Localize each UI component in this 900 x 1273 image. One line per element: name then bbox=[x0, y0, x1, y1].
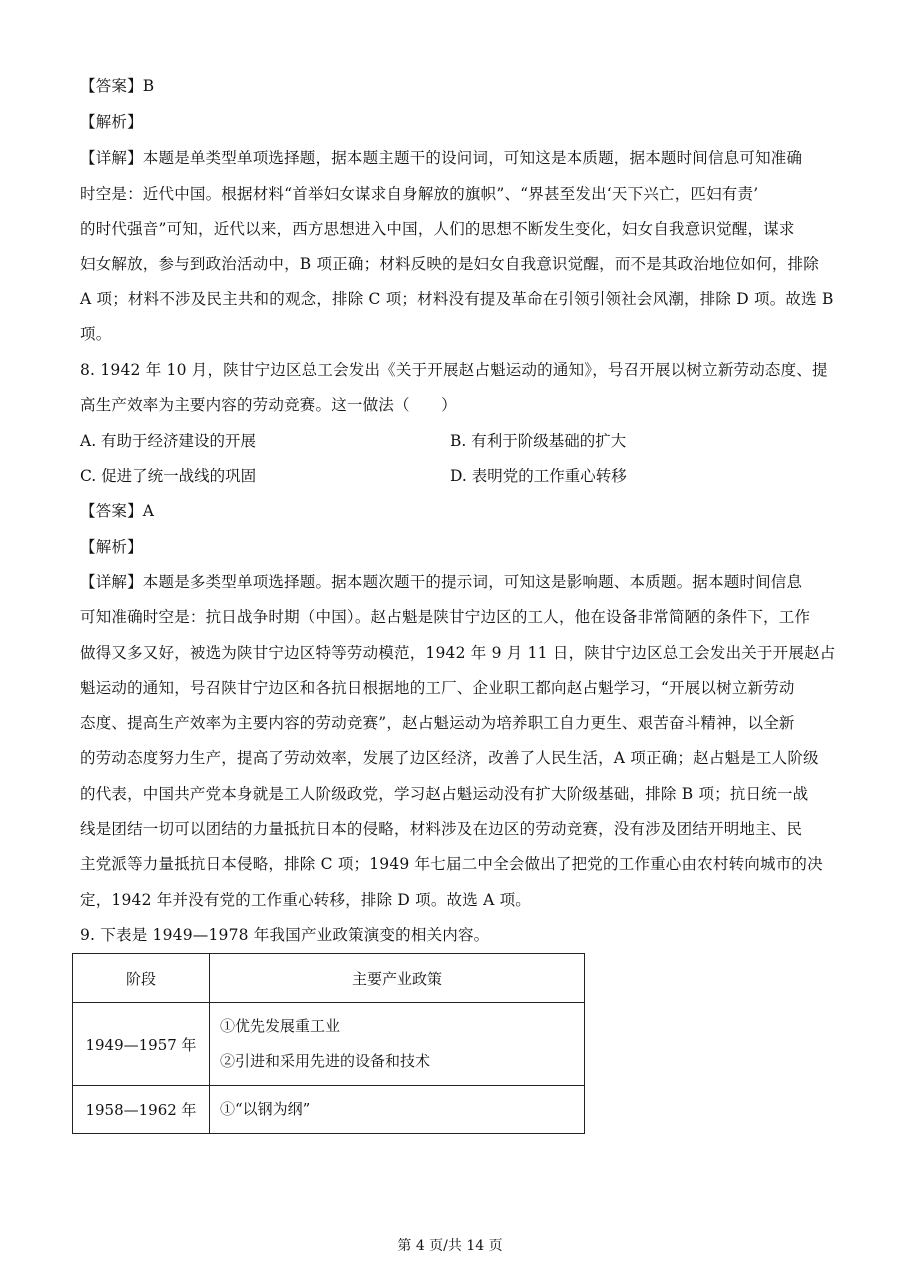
table-cell-policies bbox=[210, 1086, 585, 1134]
detail-8-line: 做得又多又好，被选为陕甘宁边区特等劳动模范，1942 年 9 月 11 日，陕甘宁边区总工会发出关于开展赵占 bbox=[80, 644, 836, 662]
answer-7: 【答案】B bbox=[80, 77, 155, 95]
option-c: C. 促进了统一战线的巩固 bbox=[80, 467, 257, 485]
option-a: A. 有助于经济建设的开展 bbox=[80, 432, 257, 450]
detail-8-line: 的代表，中国共产党本身就是工人阶级政党，学习赵占魁运动没有扩大阶级基础，排除 B 项；抗日统一战 bbox=[80, 785, 809, 803]
question-8-stem: 8. 1942 年 10 月，陕甘宁边区总工会发出《关于开展赵占魁运动的通知》，号召开展以树立新劳动态度、提 bbox=[80, 361, 828, 379]
question-9-stem: 9. 下表是 1949—1978 年我国产业政策演变的相关内容。 bbox=[80, 926, 490, 944]
policy-item: ②引进和采用先进的设备和技术 bbox=[220, 1052, 431, 1070]
table-header-row bbox=[73, 954, 585, 1003]
detail-8-line: 【详解】本题是多类型单项选择题。据本题次题干的提示词，可知这是影响题、本质题。据本题时间信息 bbox=[80, 573, 803, 591]
table-row bbox=[73, 1003, 585, 1086]
answer-8: 【答案】A bbox=[80, 502, 155, 520]
analysis-7: 【解析】 bbox=[80, 113, 143, 131]
detail-7-line: 的时代强音”可知，近代以来，西方思想进入中国，人们的思想不断发生变化，妇女自我意识觉醒，谋求 bbox=[80, 220, 795, 238]
detail-7-line: A 项；材料不涉及民主共和的观念，排除 C 项；材料没有提及革命在引领引领社会风潮，排除 D 项。故选 B bbox=[80, 290, 834, 308]
policy-item: ①优先发展重工业 bbox=[220, 1017, 341, 1035]
detail-8-line: 定，1942 年并没有党的工作重心转移，排除 D 项。故选 A 项。 bbox=[80, 891, 532, 909]
table-header-policy: 主要产业政策 bbox=[210, 954, 585, 1003]
option-d: D. 表明党的工作重心转移 bbox=[450, 467, 627, 485]
detail-7-line: 项。 bbox=[80, 325, 112, 343]
detail-8-line: 的劳动态度努力生产，提高了劳动效率，发展了边区经济，改善了人民生活，A 项正确；赵占魁是工人阶级 bbox=[80, 749, 819, 767]
table-row bbox=[73, 1086, 585, 1134]
detail-8-line: 态度、提高生产效率为主要内容的劳动竞赛”，赵占魁运动为培养职工自力更生、艰苦奋斗精神，以全新 bbox=[80, 714, 795, 732]
option-b: B. 有利于阶级基础的扩大 bbox=[450, 432, 627, 450]
analysis-8: 【解析】 bbox=[80, 538, 143, 556]
table-cell-period: 1958—1962 年 bbox=[73, 1086, 210, 1134]
detail-7-line: 【详解】本题是单类型单项选择题，据本题主题干的设问词，可知这是本质题，据本题时间信息可知准确 bbox=[80, 149, 803, 167]
table-cell-policies bbox=[210, 1003, 585, 1086]
detail-7-line: 妇女解放，参与到政治活动中，B 项正确；材料反映的是妇女自我意识觉醒，而不是其政治地位如何，排除 bbox=[80, 255, 819, 273]
detail-8-line: 可知准确时空是：抗日战争时期（中国）。赵占魁是陕甘宁边区的工人，他在设备非常简陋的条件下，工作 bbox=[80, 608, 811, 626]
page-footer: 第 4 页/共 14 页 bbox=[397, 1238, 503, 1254]
industry-policy-table bbox=[72, 953, 585, 1134]
detail-8-line: 线是团结一切可以团结的力量抵抗日本的侵略，材料涉及在边区的劳动竞赛，没有涉及团结开明地主、民 bbox=[80, 820, 803, 838]
detail-8-line: 主党派等力量抵抗日本侵略，排除 C 项；1949 年七届二中全会做出了把党的工作重心由农村转向城市的决 bbox=[80, 855, 823, 873]
table-header-period: 阶段 bbox=[73, 954, 210, 1003]
detail-8-line: 魁运动的通知，号召陕甘宁边区和各抗日根据地的工厂、企业职工都向赵占魁学习，“开展以树立新劳动 bbox=[80, 679, 795, 697]
detail-7-line: 时空是：近代中国。根据材料“首举妇女谋求自身解放的旗帜”、“界甚至发出‘天下兴亡，匹妇有责’ bbox=[80, 185, 759, 203]
table-cell-period: 1949—1957 年 bbox=[73, 1003, 210, 1086]
policy-item: ①“以钢为纲” bbox=[220, 1100, 311, 1118]
question-8-stem: 高生产效率为主要内容的劳动竞赛。这一做法（ ） bbox=[80, 396, 457, 414]
